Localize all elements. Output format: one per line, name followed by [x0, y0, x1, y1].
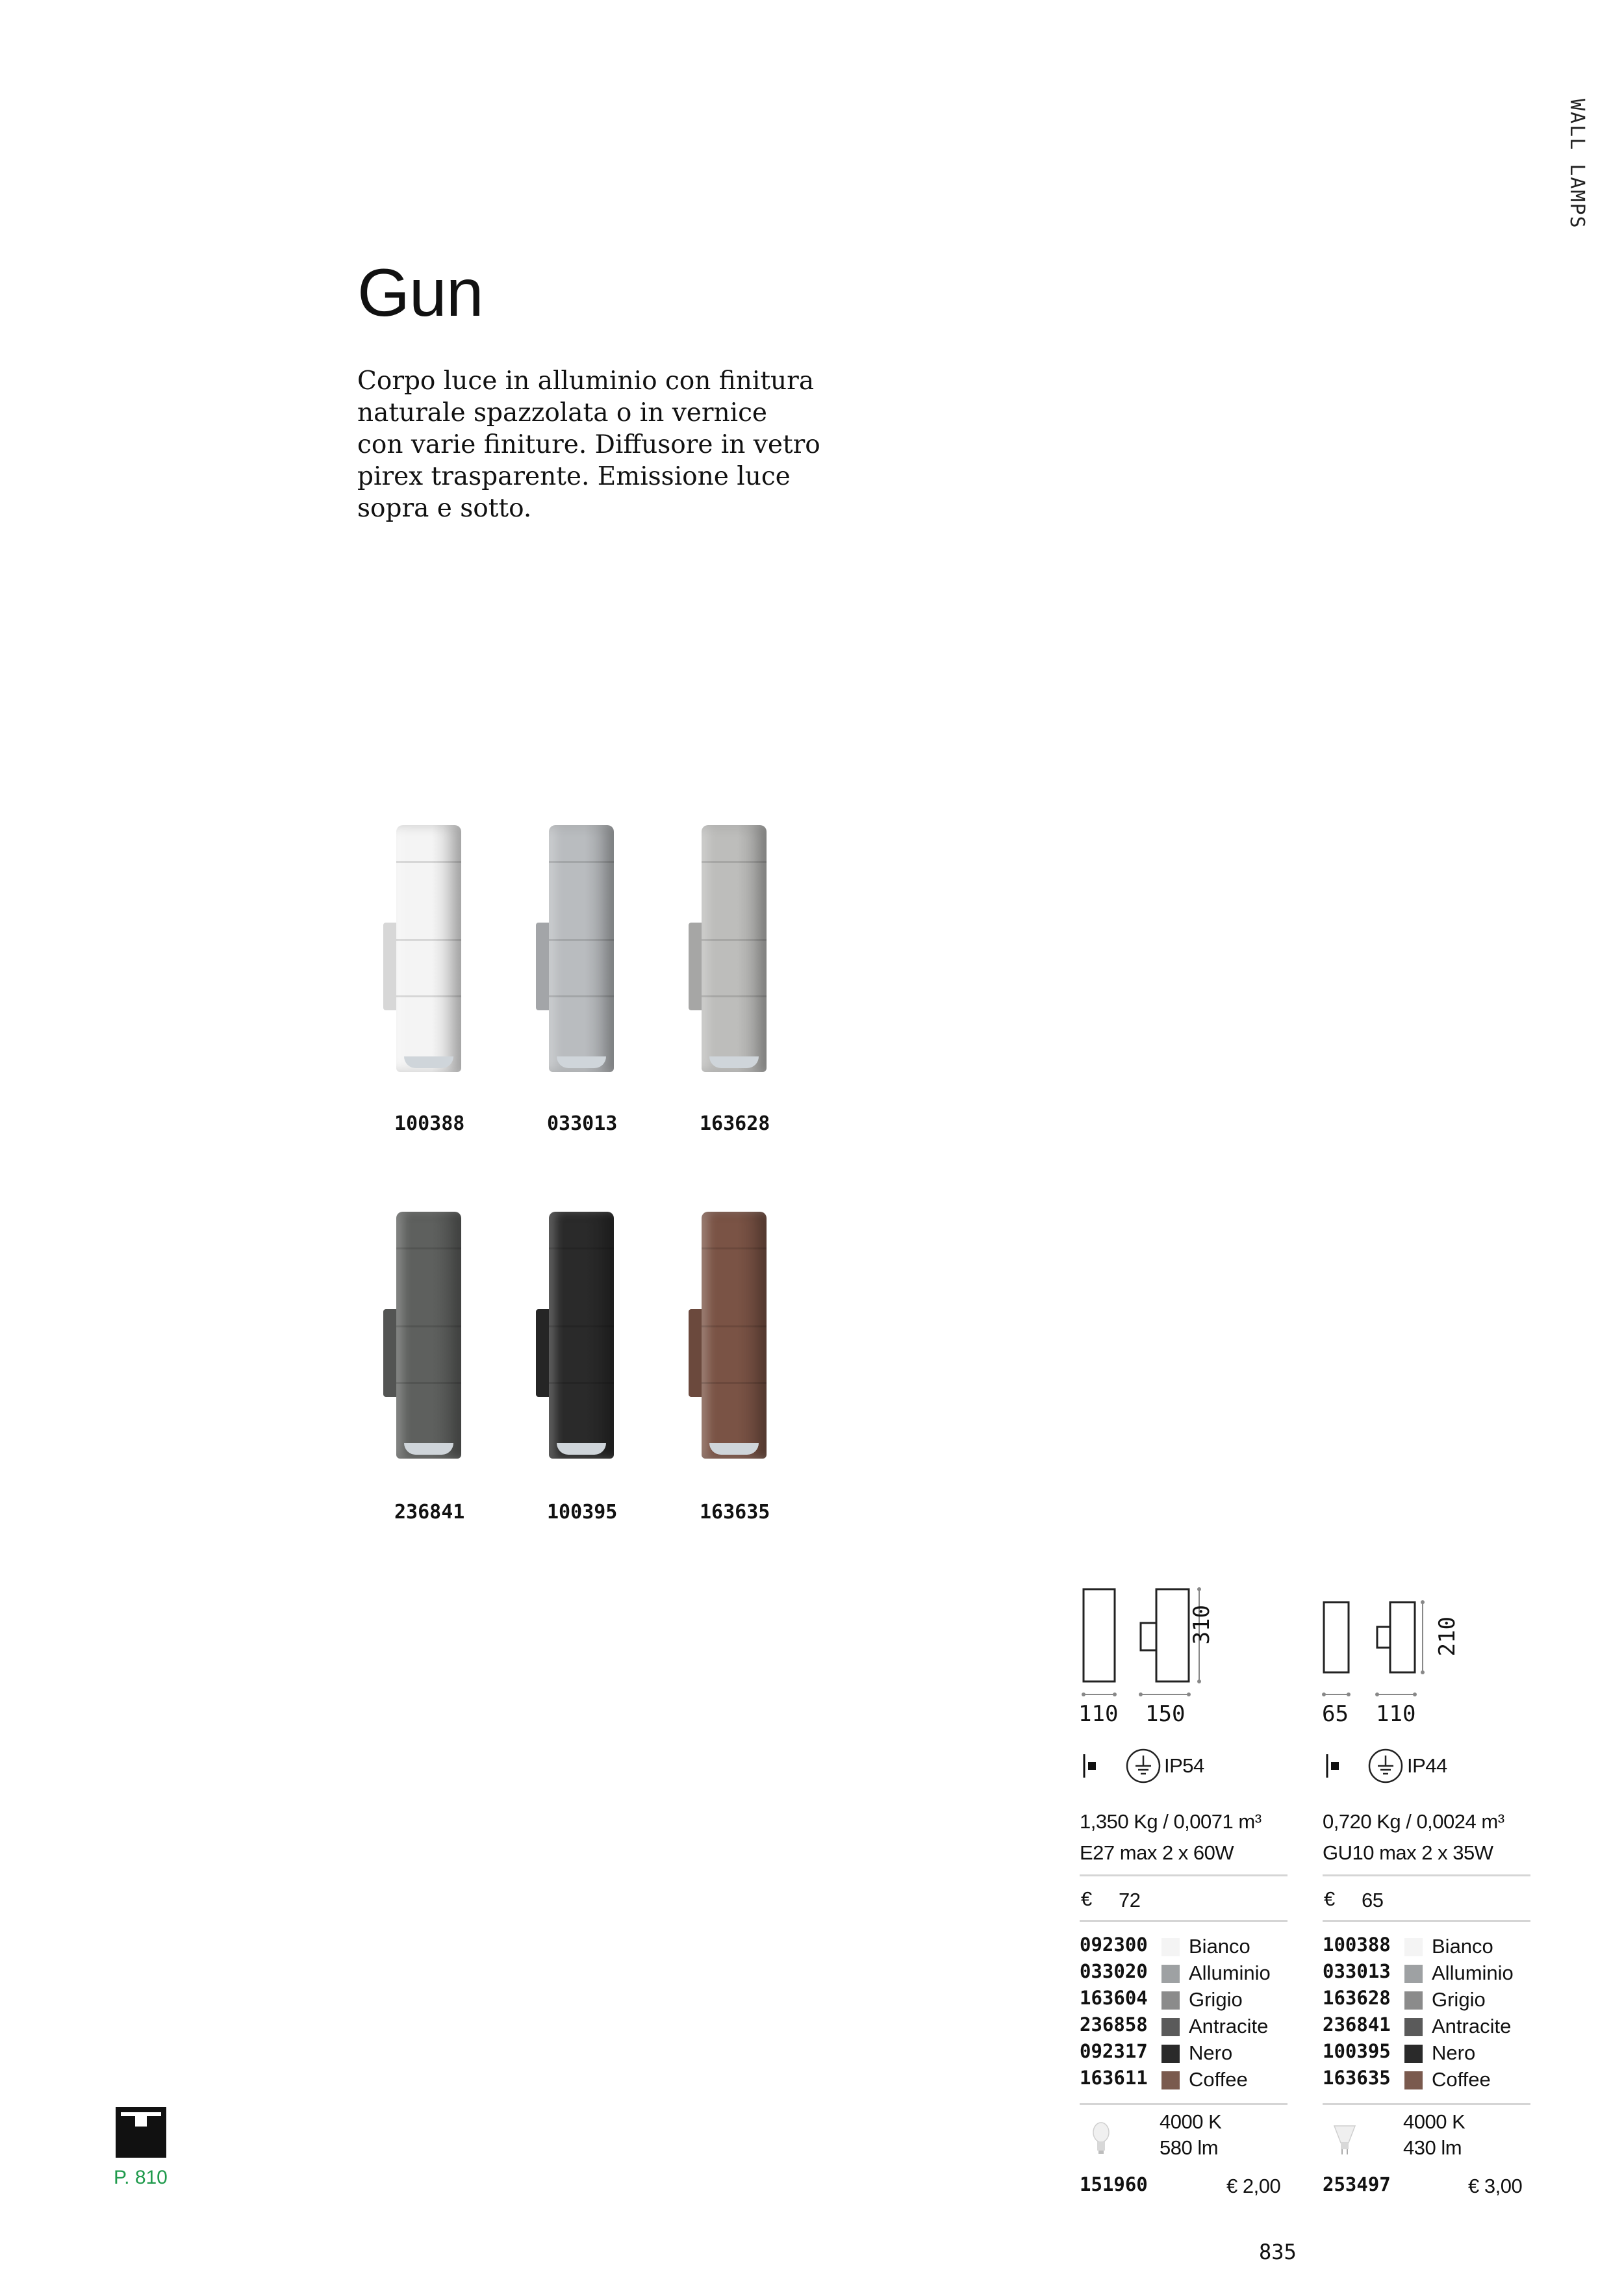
variant-row — [1323, 2040, 1530, 2067]
gallery-code: 163635 — [700, 1501, 770, 1524]
variant-swatch — [1404, 2018, 1423, 2036]
lamp-glass — [404, 1056, 453, 1068]
divider — [1323, 2103, 1530, 2105]
variant-row — [1080, 2013, 1288, 2040]
variant-name: Coffee — [1189, 2068, 1248, 2091]
lamp-ring — [702, 1382, 767, 1384]
variant-row — [1323, 2013, 1530, 2040]
dimension-height: 210 — [1434, 1616, 1460, 1657]
gallery-code: 100395 — [547, 1501, 618, 1524]
spot-bulb-icon — [1332, 2123, 1358, 2156]
lamp-image — [536, 1212, 614, 1459]
ip-rating: IP54 — [1164, 1754, 1204, 1777]
variant-row — [1323, 1934, 1530, 1960]
lamp-ring — [549, 1382, 614, 1384]
divider — [1080, 1874, 1288, 1876]
lamp-ring — [702, 939, 767, 941]
ground-protection-icon — [1125, 1748, 1161, 1784]
lamp-glass — [404, 1443, 453, 1455]
lamp-glass — [557, 1443, 606, 1455]
bulb-lumen: 580 lm — [1160, 2136, 1219, 2159]
lamp-glass — [709, 1056, 759, 1068]
variant-name: Coffee — [1432, 2068, 1491, 2091]
bulb-icon — [1091, 2121, 1111, 2155]
variant-list — [1323, 1934, 1530, 2096]
variant-row — [1323, 1960, 1530, 1987]
lamp-image — [536, 825, 614, 1072]
variant-swatch — [1404, 2045, 1423, 2063]
lamp-ring — [549, 995, 614, 997]
variant-code: 163628 — [1323, 1987, 1391, 2009]
variant-swatch — [1404, 1965, 1423, 1983]
description-line: con varie finiture. Diffusore in vetro — [357, 430, 820, 459]
bulb-code: 253497 — [1323, 2173, 1391, 2195]
bulb-price: € 3,00 — [1468, 2175, 1523, 2197]
variant-code: 100395 — [1323, 2040, 1391, 2062]
bulb-code: 151960 — [1080, 2173, 1148, 2195]
bulb-price: € 2,00 — [1226, 2175, 1281, 2197]
page-reference-link[interactable]: P. 810 — [114, 2167, 168, 2188]
weight-volume: 1,350 Kg / 0,0071 m³ — [1080, 1810, 1262, 1833]
lamp-ring — [549, 1325, 614, 1327]
gallery-code: 033013 — [547, 1112, 618, 1135]
lamp-spec: GU10 max 2 x 35W — [1323, 1841, 1493, 1864]
variant-swatch — [1404, 1938, 1423, 1956]
gallery-code: 100388 — [394, 1112, 465, 1135]
lamp-ring — [396, 1325, 461, 1327]
dimension-width: 110 — [1078, 1701, 1119, 1727]
variant-swatch — [1404, 1991, 1423, 2010]
divider — [1080, 2103, 1288, 2105]
variant-list — [1080, 1934, 1288, 2096]
wall-mount-icon — [1082, 1753, 1102, 1779]
lamp-ring — [549, 861, 614, 863]
description-line: pirex trasparente. Emissione luce — [357, 462, 791, 491]
variant-code: 163611 — [1080, 2067, 1148, 2089]
variant-name: Antracite — [1432, 2015, 1512, 2038]
lamp-image — [383, 825, 461, 1072]
weight-volume: 0,720 Kg / 0,0024 m³ — [1323, 1810, 1504, 1833]
lamp-ring — [396, 1247, 461, 1249]
variant-swatch — [1161, 1965, 1180, 1983]
variant-name: Grigio — [1189, 1988, 1243, 2011]
description-line: sopra e sotto. — [357, 494, 532, 523]
variant-row — [1323, 2067, 1530, 2093]
dimension-height: 310 — [1189, 1605, 1215, 1645]
description-line: Corpo luce in alluminio con finitura — [357, 366, 815, 396]
ground-protection-icon — [1367, 1748, 1404, 1784]
bulb-temperature: 4000 K — [1403, 2110, 1465, 2133]
divider — [1323, 1874, 1530, 1876]
variant-code: 092317 — [1080, 2040, 1148, 2062]
variant-code: 236858 — [1080, 2013, 1148, 2036]
lamp-glass — [709, 1443, 759, 1455]
lamp-spec: E27 max 2 x 60W — [1080, 1841, 1234, 1864]
euro-icon: € — [1324, 1887, 1335, 1910]
product-description — [357, 365, 825, 524]
variant-swatch — [1161, 2045, 1180, 2063]
variant-name: Nero — [1189, 2041, 1233, 2064]
dimension-depth: 110 — [1376, 1701, 1416, 1727]
variant-code: 163604 — [1080, 1987, 1148, 2009]
bulb-lumen: 430 lm — [1403, 2136, 1462, 2159]
variant-swatch — [1161, 2018, 1180, 2036]
dimension-depth: 150 — [1145, 1701, 1186, 1727]
variant-name: Bianco — [1432, 1935, 1493, 1958]
variant-name: Bianco — [1189, 1935, 1250, 1958]
divider — [1080, 1920, 1288, 1922]
variant-name: Grigio — [1432, 1988, 1486, 2011]
variant-code: 033020 — [1080, 1960, 1148, 1982]
variant-code: 163635 — [1323, 2067, 1391, 2089]
lamp-ring — [396, 995, 461, 997]
gallery-code: 236841 — [394, 1501, 465, 1524]
variant-swatch — [1161, 1991, 1180, 2010]
lamp-ring — [702, 1247, 767, 1249]
variant-row — [1080, 2040, 1288, 2067]
variant-code: 092300 — [1080, 1934, 1148, 1956]
variant-code: 236841 — [1323, 2013, 1391, 2036]
lamp-ring — [549, 1247, 614, 1249]
variant-row — [1080, 2067, 1288, 2093]
variant-swatch — [1161, 1938, 1180, 1956]
dimension-width: 65 — [1322, 1701, 1349, 1727]
variant-name: Antracite — [1189, 2015, 1269, 2038]
lamp-ring — [396, 939, 461, 941]
variant-swatch — [1161, 2071, 1180, 2089]
lamp-glass — [557, 1056, 606, 1068]
lamp-ring — [702, 1325, 767, 1327]
page-reference-icon — [116, 2107, 166, 2158]
variant-name: Alluminio — [1189, 1961, 1271, 1984]
variant-code: 100388 — [1323, 1934, 1391, 1956]
gallery-code: 163628 — [700, 1112, 770, 1135]
bulb-temperature: 4000 K — [1160, 2110, 1222, 2133]
lamp-image — [689, 825, 767, 1072]
lamp-image — [383, 1212, 461, 1459]
variant-row — [1080, 1960, 1288, 1987]
wall-mount-icon — [1325, 1753, 1345, 1779]
lamp-image — [689, 1212, 767, 1459]
lamp-ring — [702, 861, 767, 863]
variant-name: Nero — [1432, 2041, 1476, 2064]
ip-rating: IP44 — [1407, 1754, 1447, 1777]
variant-row — [1080, 1934, 1288, 1960]
page-number: 835 — [1259, 2240, 1297, 2264]
euro-icon: € — [1081, 1887, 1092, 1910]
lamp-ring — [396, 861, 461, 863]
variant-code: 033013 — [1323, 1960, 1391, 1982]
variant-row — [1323, 1987, 1530, 2013]
lamp-ring — [702, 995, 767, 997]
lamp-ring — [396, 1382, 461, 1384]
variant-row — [1080, 1987, 1288, 2013]
variant-swatch — [1404, 2071, 1423, 2089]
product-title: Gun — [357, 255, 483, 331]
description-line: naturale spazzolata o in vernice — [357, 398, 767, 428]
price: 72 — [1119, 1889, 1141, 1911]
price: 65 — [1362, 1889, 1384, 1911]
divider — [1323, 1920, 1530, 1922]
lamp-ring — [549, 939, 614, 941]
section-tag: WALL LAMPS — [1566, 99, 1588, 229]
variant-name: Alluminio — [1432, 1961, 1514, 1984]
